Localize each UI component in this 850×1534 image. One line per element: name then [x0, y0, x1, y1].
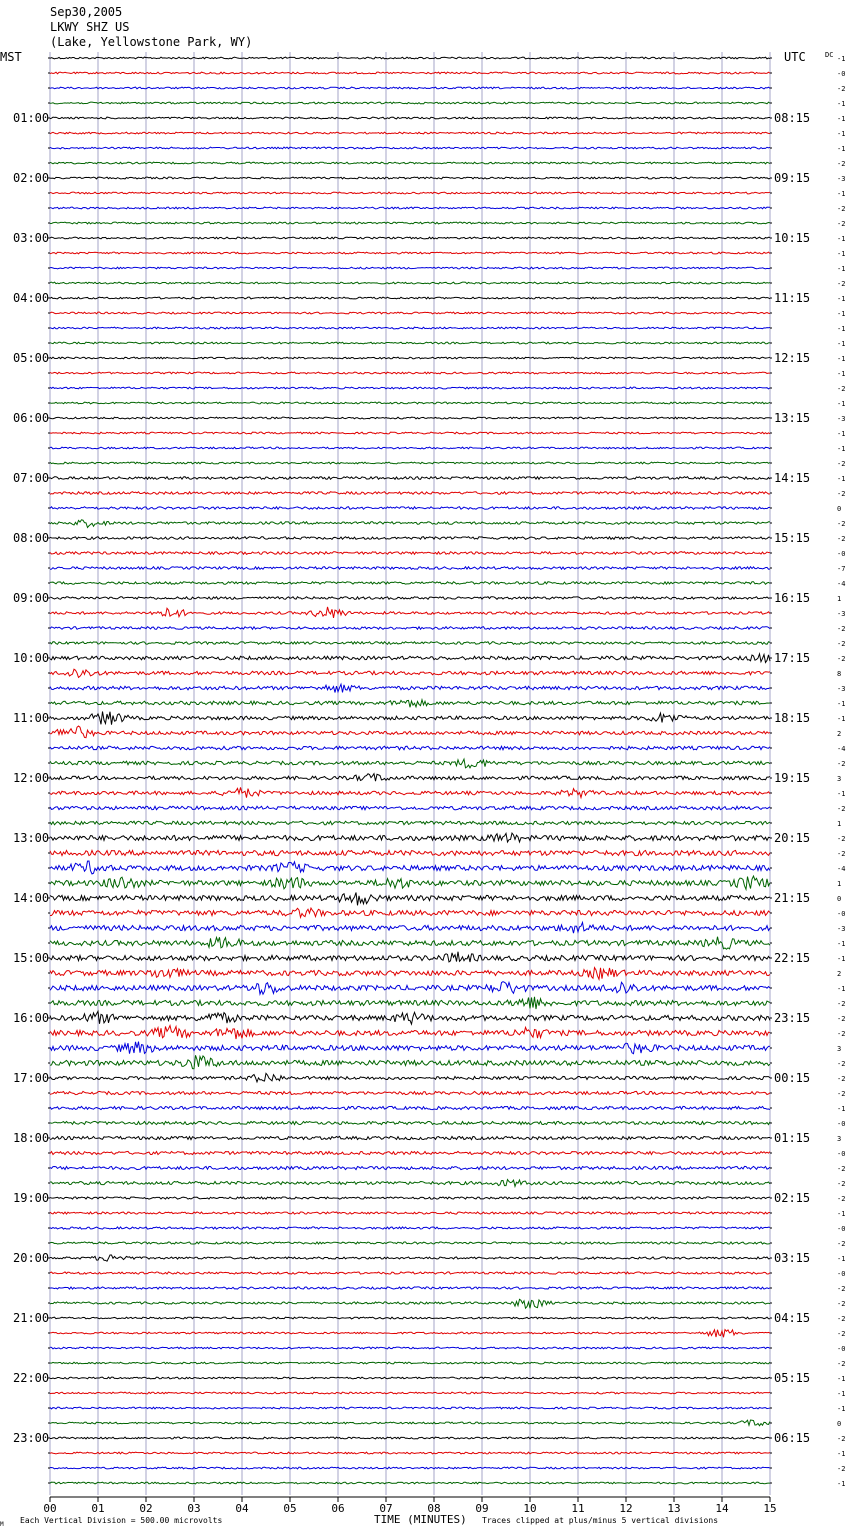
seismic-trace-70: [50, 1106, 770, 1109]
seismic-trace-53: [50, 850, 770, 855]
seismic-trace-45: [50, 726, 770, 738]
dc-offset-75: -2: [837, 1180, 846, 1188]
dc-offset-36: 1: [837, 595, 842, 603]
seismic-trace-89: [50, 1392, 770, 1394]
hour-label-left-20: 21:00: [13, 1311, 50, 1325]
seismic-trace-58: [50, 922, 770, 933]
seismic-trace-49: [50, 787, 770, 797]
seismic-trace-44: [50, 712, 770, 725]
hour-label-left-19: 20:00: [13, 1251, 50, 1265]
seismic-trace-26: [50, 447, 770, 449]
hour-label-left-21: 22:00: [13, 1371, 50, 1385]
dc-offset-19: -1: [837, 340, 846, 348]
seismic-trace-87: [50, 1362, 770, 1364]
dc-offset-17: -1: [837, 310, 846, 318]
dc-offset-9: -1: [837, 190, 846, 198]
hour-label-right-17: 01:15: [774, 1131, 811, 1145]
dc-offset-11: -2: [837, 220, 846, 228]
seismic-trace-9: [50, 192, 770, 194]
seismic-trace-43: [50, 700, 770, 707]
seismic-trace-15: [50, 282, 770, 284]
dc-offset-66: 3: [837, 1045, 842, 1053]
dc-offset-14: -1: [837, 265, 846, 273]
seismic-trace-90: [50, 1407, 770, 1409]
seismic-trace-73: [50, 1151, 770, 1154]
seismic-trace-95: [50, 1482, 770, 1484]
dc-offset-7: -2: [837, 160, 846, 168]
dc-offset-0: -1: [837, 55, 846, 63]
seismic-trace-80: [50, 1255, 770, 1261]
dc-offset-44: -1: [837, 715, 846, 723]
hour-label-left-16: 17:00: [13, 1071, 50, 1085]
dc-offset-74: -2: [837, 1165, 846, 1173]
dc-offset-8: -3: [837, 175, 846, 183]
x-tick-label-15: 15: [763, 1502, 777, 1515]
hour-label-left-18: 19:00: [13, 1191, 50, 1205]
dc-offset-42: -3: [837, 685, 846, 693]
hour-label-left-0: 01:00: [13, 111, 50, 125]
seismic-trace-85: [50, 1330, 770, 1338]
dc-offset-65: -2: [837, 1030, 846, 1038]
seismic-trace-83: [50, 1299, 770, 1308]
dc-offset-95: -1: [837, 1480, 846, 1488]
seismic-trace-12: [50, 237, 770, 239]
seismic-trace-59: [50, 937, 770, 950]
seismic-trace-79: [50, 1242, 770, 1244]
dc-offset-22: -2: [837, 385, 846, 393]
dc-offset-68: -2: [837, 1075, 846, 1083]
hour-label-right-4: 12:15: [774, 351, 811, 365]
dc-offset-49: -1: [837, 790, 846, 798]
seismic-trace-17: [50, 312, 770, 314]
seismic-trace-0: [50, 57, 770, 59]
seismic-trace-72: [50, 1136, 770, 1139]
dc-offset-63: -2: [837, 1000, 846, 1008]
dc-offset-38: -2: [837, 625, 846, 633]
seismic-trace-52: [50, 833, 770, 842]
x-tick-label-3: 03: [187, 1502, 201, 1515]
seismic-trace-38: [50, 627, 770, 630]
seismic-trace-47: [50, 759, 770, 768]
dc-offset-71: -0: [837, 1120, 846, 1128]
seismic-trace-91: [50, 1420, 770, 1426]
dc-offset-37: -3: [837, 610, 846, 618]
dc-offset-4: -1: [837, 115, 846, 123]
seismic-trace-75: [50, 1180, 770, 1187]
hour-label-left-11: 12:00: [13, 771, 50, 785]
seismic-trace-67: [50, 1055, 770, 1069]
dc-offset-78: -0: [837, 1225, 846, 1233]
hour-label-right-12: 20:15: [774, 831, 811, 845]
dc-offset-30: 0: [837, 505, 842, 513]
dc-offset-67: -2: [837, 1060, 846, 1068]
dc-offset-41: 8: [837, 670, 842, 678]
dc-offset-20: -1: [837, 355, 846, 363]
hour-label-left-5: 06:00: [13, 411, 50, 425]
dc-offset-43: -1: [837, 700, 846, 708]
dc-offset-46: -4: [837, 745, 846, 753]
x-tick-label-13: 13: [667, 1502, 681, 1515]
seismic-trace-6: [50, 147, 770, 149]
dc-offset-6: -1: [837, 145, 846, 153]
hour-label-right-21: 05:15: [774, 1371, 811, 1385]
dc-offset-3: -1: [837, 100, 846, 108]
seismic-trace-35: [50, 582, 770, 585]
seismic-trace-88: [50, 1377, 770, 1379]
dc-offset-73: -0: [837, 1150, 846, 1158]
x-tick-label-5: 05: [283, 1502, 297, 1515]
x-tick-label-2: 02: [139, 1502, 153, 1515]
seismic-trace-94: [50, 1467, 770, 1469]
dc-offset-93: -1: [837, 1450, 846, 1458]
hour-label-left-15: 16:00: [13, 1011, 50, 1025]
dc-offset-23: -1: [837, 400, 846, 408]
dc-offset-86: -0: [837, 1345, 846, 1353]
seismic-trace-16: [50, 297, 770, 299]
seismic-trace-46: [50, 746, 770, 750]
dc-label: DC: [825, 51, 834, 59]
hour-label-right-22: 06:15: [774, 1431, 811, 1445]
seismic-trace-48: [50, 774, 770, 781]
seismic-trace-27: [50, 462, 770, 464]
seismic-trace-55: [50, 876, 770, 889]
seismic-trace-42: [50, 684, 770, 692]
dc-offset-87: -2: [837, 1360, 846, 1368]
x-tick-label-1: 01: [91, 1502, 105, 1515]
dc-offset-50: -2: [837, 805, 846, 813]
dc-offset-56: 0: [837, 895, 842, 903]
dc-offset-55: 1: [837, 880, 842, 888]
seismic-trace-77: [50, 1212, 770, 1214]
seismic-trace-29: [50, 492, 770, 495]
seismic-trace-32: [50, 537, 770, 540]
seismic-trace-36: [50, 597, 770, 600]
dc-offset-62: -1: [837, 985, 846, 993]
dc-offset-12: -1: [837, 235, 846, 243]
hour-label-right-5: 13:15: [774, 411, 811, 425]
seismic-trace-28: [50, 477, 770, 480]
x-tick-label-11: 11: [571, 1502, 585, 1515]
x-axis-label: TIME (MINUTES): [374, 1513, 467, 1526]
dc-offset-16: -1: [837, 295, 846, 303]
hour-label-right-2: 10:15: [774, 231, 811, 245]
seismic-trace-33: [50, 552, 770, 555]
dc-offset-69: -2: [837, 1090, 846, 1098]
dc-offset-94: -2: [837, 1465, 846, 1473]
hour-label-left-12: 13:00: [13, 831, 50, 845]
dc-offset-45: 2: [837, 730, 842, 738]
seismic-trace-66: [50, 1042, 770, 1054]
hour-label-right-16: 00:15: [774, 1071, 811, 1085]
dc-offset-76: -2: [837, 1195, 846, 1203]
header-location: (Lake, Yellowstone Park, WY): [50, 35, 253, 49]
seismic-trace-7: [50, 162, 770, 164]
x-tick-label-8: 08: [427, 1502, 441, 1515]
seismic-trace-62: [50, 982, 770, 995]
dc-offset-40: -2: [837, 655, 846, 663]
header-station: LKWY SHZ US: [50, 20, 130, 34]
hour-label-right-20: 04:15: [774, 1311, 811, 1325]
dc-offset-48: 3: [837, 775, 842, 783]
left-axis-title: MST: [0, 50, 22, 64]
dc-offset-53: -2: [837, 850, 846, 858]
hour-label-left-7: 08:00: [13, 531, 50, 545]
dc-offset-29: -2: [837, 490, 846, 498]
seismic-trace-24: [50, 417, 770, 419]
x-tick-label-12: 12: [619, 1502, 633, 1515]
hour-label-left-6: 07:00: [13, 471, 50, 485]
dc-offset-27: -2: [837, 460, 846, 468]
hour-label-right-0: 08:15: [774, 111, 811, 125]
seismic-trace-2: [50, 87, 770, 89]
seismic-trace-60: [50, 952, 770, 962]
hour-label-right-15: 23:15: [774, 1011, 811, 1025]
right-axis-title: UTC: [784, 50, 806, 64]
dc-offset-70: -1: [837, 1105, 846, 1113]
seismic-trace-8: [50, 177, 770, 179]
dc-offset-34: -7: [837, 565, 846, 573]
dc-offset-33: -0: [837, 550, 846, 558]
clip-note: Traces clipped at plus/minus 5 vertical divisions: [482, 1516, 719, 1525]
seismic-trace-61: [50, 968, 770, 980]
dc-offset-82: -2: [837, 1285, 846, 1293]
dc-offset-57: -0: [837, 910, 846, 918]
hour-label-right-10: 18:15: [774, 711, 811, 725]
dc-offset-25: -1: [837, 430, 846, 438]
hour-label-right-3: 11:15: [774, 291, 811, 305]
seismic-trace-76: [50, 1197, 770, 1199]
scale-note: Each Vertical Division = 500.00 microvolts: [20, 1516, 223, 1525]
seismic-trace-78: [50, 1227, 770, 1229]
seismic-trace-23: [50, 402, 770, 404]
seismic-trace-86: [50, 1347, 770, 1349]
seismic-trace-37: [50, 607, 770, 618]
hour-label-left-2: 03:00: [13, 231, 50, 245]
hour-label-left-17: 18:00: [13, 1131, 50, 1145]
hour-label-right-18: 02:15: [774, 1191, 811, 1205]
x-tick-label-6: 06: [331, 1502, 345, 1515]
dc-offset-21: -1: [837, 370, 846, 378]
seismic-trace-69: [50, 1091, 770, 1094]
label-layer: [13, 55, 845, 1515]
seismic-trace-22: [50, 387, 770, 389]
hour-label-left-1: 02:00: [13, 171, 50, 185]
dc-offset-2: -2: [837, 85, 846, 93]
dc-offset-13: -1: [837, 250, 846, 258]
dc-offset-52: -2: [837, 835, 846, 843]
dc-offset-84: -2: [837, 1315, 846, 1323]
dc-offset-26: -1: [837, 445, 846, 453]
dc-offset-91: 0: [837, 1420, 842, 1428]
seismic-trace-84: [50, 1317, 770, 1319]
x-tick-label-7: 07: [379, 1502, 393, 1515]
seismic-trace-14: [50, 267, 770, 269]
hour-label-left-13: 14:00: [13, 891, 50, 905]
dc-offset-51: 1: [837, 820, 842, 828]
seismic-trace-82: [50, 1287, 770, 1289]
dc-offset-60: -1: [837, 955, 846, 963]
seismic-trace-10: [50, 207, 770, 209]
seismic-trace-1: [50, 72, 770, 74]
header-date: Sep30,2005: [50, 5, 123, 19]
dc-offset-64: -2: [837, 1015, 846, 1023]
seismic-trace-68: [50, 1073, 770, 1082]
seismic-trace-74: [50, 1166, 770, 1169]
dc-offset-90: -1: [837, 1405, 846, 1413]
hour-label-right-8: 16:15: [774, 591, 811, 605]
seismic-trace-63: [50, 997, 770, 1009]
seismic-trace-64: [50, 1011, 770, 1024]
seismic-trace-20: [50, 357, 770, 359]
dc-offset-79: -2: [837, 1240, 846, 1248]
dc-offset-81: -0: [837, 1270, 846, 1278]
hour-label-right-14: 22:15: [774, 951, 811, 965]
x-tick-label-4: 04: [235, 1502, 249, 1515]
dc-offset-18: -1: [837, 325, 846, 333]
dc-offset-47: -2: [837, 760, 846, 768]
hour-label-left-4: 05:00: [13, 351, 50, 365]
dc-offset-88: -1: [837, 1375, 846, 1383]
seismic-trace-18: [50, 327, 770, 329]
hour-label-left-8: 09:00: [13, 591, 50, 605]
seismic-trace-4: [50, 117, 770, 119]
seismic-trace-51: [50, 821, 770, 825]
seismic-trace-65: [50, 1026, 770, 1040]
x-tick-label-9: 09: [475, 1502, 489, 1515]
dc-offset-1: -0: [837, 70, 846, 78]
seismic-trace-39: [50, 642, 770, 645]
seismic-trace-57: [50, 908, 770, 917]
dc-offset-85: -2: [837, 1330, 846, 1338]
hour-label-left-14: 15:00: [13, 951, 50, 965]
x-tick-label-0: 00: [43, 1502, 57, 1515]
seismic-trace-41: [50, 669, 770, 677]
dc-offset-28: -1: [837, 475, 846, 483]
dc-offset-39: -2: [837, 640, 846, 648]
dc-offset-80: -1: [837, 1255, 846, 1263]
seismic-trace-30: [50, 507, 770, 510]
trace-layer: [50, 57, 770, 1484]
hour-label-left-3: 04:00: [13, 291, 50, 305]
dc-offset-89: -1: [837, 1390, 846, 1398]
hour-label-left-10: 11:00: [13, 711, 50, 725]
dc-offset-31: -2: [837, 520, 846, 528]
hour-label-right-1: 09:15: [774, 171, 811, 185]
dc-offset-77: -1: [837, 1210, 846, 1218]
seismic-trace-54: [50, 861, 770, 874]
seismic-trace-11: [50, 222, 770, 224]
seismic-trace-19: [50, 342, 770, 344]
seismic-trace-40: [50, 654, 770, 663]
dc-offset-72: 3: [837, 1135, 842, 1143]
hour-label-right-13: 21:15: [774, 891, 811, 905]
seismic-trace-81: [50, 1272, 770, 1274]
dc-offset-61: 2: [837, 970, 842, 978]
dc-offset-59: -1: [837, 940, 846, 948]
dc-offset-83: -2: [837, 1300, 846, 1308]
dc-offset-24: -3: [837, 415, 846, 423]
seismic-trace-50: [50, 806, 770, 810]
seismic-trace-25: [50, 432, 770, 434]
x-tick-label-10: 10: [523, 1502, 537, 1515]
seismic-trace-3: [50, 102, 770, 104]
dc-offset-5: -1: [837, 130, 846, 138]
seismic-trace-56: [50, 892, 770, 905]
dc-offset-15: -2: [837, 280, 846, 288]
seismic-trace-13: [50, 252, 770, 254]
dc-offset-58: -3: [837, 925, 846, 933]
hour-label-right-11: 19:15: [774, 771, 811, 785]
seismic-trace-71: [50, 1121, 770, 1124]
dc-offset-54: -4: [837, 865, 846, 873]
hour-label-left-9: 10:00: [13, 651, 50, 665]
dc-offset-10: -2: [837, 205, 846, 213]
footer-mark: M: [0, 1521, 4, 1528]
seismic-trace-31: [50, 520, 770, 528]
hour-label-left-22: 23:00: [13, 1431, 50, 1445]
hour-label-right-6: 14:15: [774, 471, 811, 485]
dc-offset-92: -2: [837, 1435, 846, 1443]
hour-label-right-7: 15:15: [774, 531, 811, 545]
dc-offset-35: -4: [837, 580, 846, 588]
x-tick-label-14: 14: [715, 1502, 729, 1515]
seismic-trace-34: [50, 567, 770, 570]
seismic-trace-5: [50, 132, 770, 134]
hour-label-right-19: 03:15: [774, 1251, 811, 1265]
seismic-trace-92: [50, 1437, 770, 1439]
seismic-trace-93: [50, 1452, 770, 1454]
seismic-trace-21: [50, 372, 770, 374]
dc-offset-32: -2: [837, 535, 846, 543]
hour-label-right-9: 17:15: [774, 651, 811, 665]
